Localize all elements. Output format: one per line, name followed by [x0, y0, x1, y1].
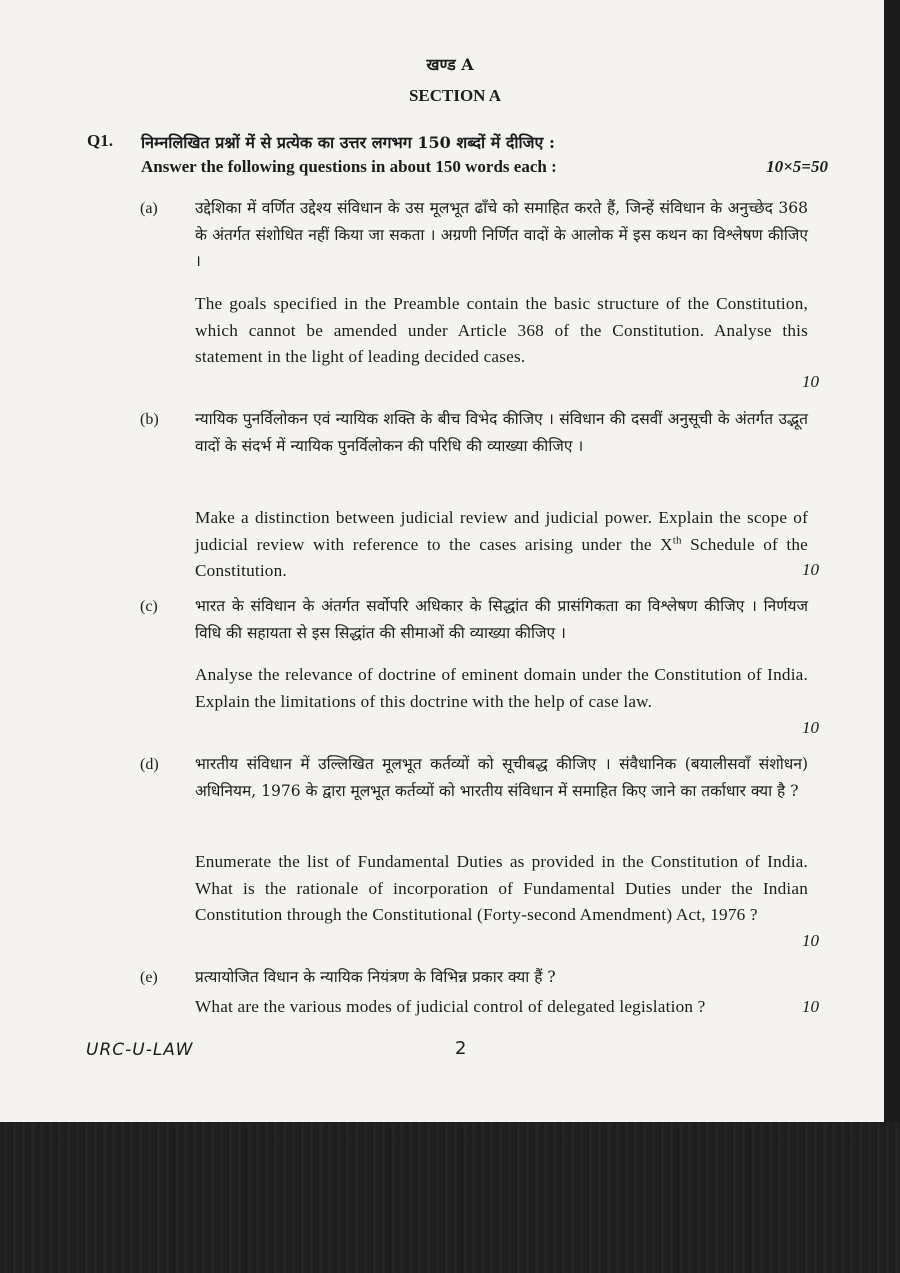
scan-background	[0, 1122, 900, 1273]
paper-code: URC-U-LAW	[86, 1040, 194, 1060]
part-b-english	[195, 505, 808, 585]
part-c-english: Analyse the relevance of doctrine of eminent domain under the Constitution of India. Explain the limitations of this doctrine with the help of case law.	[195, 665, 808, 711]
part-c-marks: 10	[802, 718, 819, 737]
part-c-label: (c)	[140, 598, 158, 615]
part-a-english: The goals specified in the Preamble contain the basic structure of the Constitution, which cannot be amended under Article 368 of the Constitution. Analyse this statement in the light of leading decided cases.	[195, 294, 808, 366]
part-d-hindi: भारतीय संविधान में उल्लिखित मूलभूत कर्तव्यों को सूचीबद्ध कीजिए । संवैधानिक (बयालीसवाँ संशोधन) अधिनियम, 1976 के द्वारा मूलभूत कर्तव्यों को भारतीय संविधान में समाहित किए जाने का तर्काधार क्या है ?	[195, 755, 808, 800]
part-b-hindi: न्यायिक पुनर्विलोकन एवं न्यायिक शक्ति के बीच विभेद कीजिए । संविधान की दसवीं अनुसूची के अंतर्गत उद्भूत वादों के संदर्भ में न्यायिक पुनर्विलोकन की परिधि की व्याख्या कीजिए ।	[195, 410, 808, 455]
part-a-marks: 10	[802, 372, 819, 391]
part-d-english: Enumerate the list of Fundamental Duties as provided in the Constitution of India. What is the rationale of incorporation of Fundamental Duties under the Indian Constitution through the Constitutional (Forty-second Amendment) Act, 1976 ?	[195, 852, 808, 924]
part-b-english-superscript: th	[672, 533, 682, 546]
question-number: Q1.	[87, 131, 113, 150]
part-e-label: (e)	[140, 969, 158, 986]
part-d-label: (d)	[140, 756, 159, 773]
part-b-english-tail: Schedule of the Constitution.	[195, 534, 808, 580]
part-d-marks: 10	[802, 931, 819, 950]
section-title-hindi: खण्ड A	[426, 55, 474, 74]
part-a-label: (a)	[140, 200, 158, 217]
instruction-hindi: निम्नलिखित प्रश्नों में से प्रत्येक का उत्तर लगभग 150 शब्दों में दीजिए :	[141, 133, 555, 152]
part-b-marks: 10	[802, 560, 819, 579]
total-marks: 10×5=50	[766, 157, 828, 176]
part-e-marks: 10	[802, 997, 819, 1016]
part-a-hindi: उद्देशिका में वर्णित उद्देश्य संविधान के उस मूलभूत ढाँचे को समाहित करते हैं, जिन्हें संविधान के अनुच्छेद 368 के अंतर्गत संशोधित नहीं किया जा सकता । अग्रणी निर्णित वादों के आलोक में इस कथन का विश्लेषण कीजिए ।	[195, 199, 808, 270]
part-b-english-main: Make a distinction between judicial review and judicial power. Explain the scope of judicial review with reference to the cases arising under the X	[195, 508, 808, 554]
part-e-hindi: प्रत्यायोजित विधान के न्यायिक नियंत्रण के विभिन्न प्रकार क्या हैं ?	[195, 968, 556, 986]
part-c-hindi: भारत के संविधान के अंतर्गत सर्वोपरि अधिकार के सिद्धांत की प्रासंगिकता का विश्लेषण कीजिए । निर्णयज विधि की सहायता से इस सिद्धांत की सीमाओं की व्याख्या कीजिए ।	[195, 597, 808, 642]
part-e-english: What are the various modes of judicial control of delegated legislation ?	[195, 997, 706, 1016]
section-title: SECTION A	[408, 86, 502, 105]
part-b-label: (b)	[140, 411, 159, 428]
page-number: 2	[455, 1038, 467, 1059]
instruction-english: Answer the following questions in about 150 words each :	[141, 157, 557, 176]
